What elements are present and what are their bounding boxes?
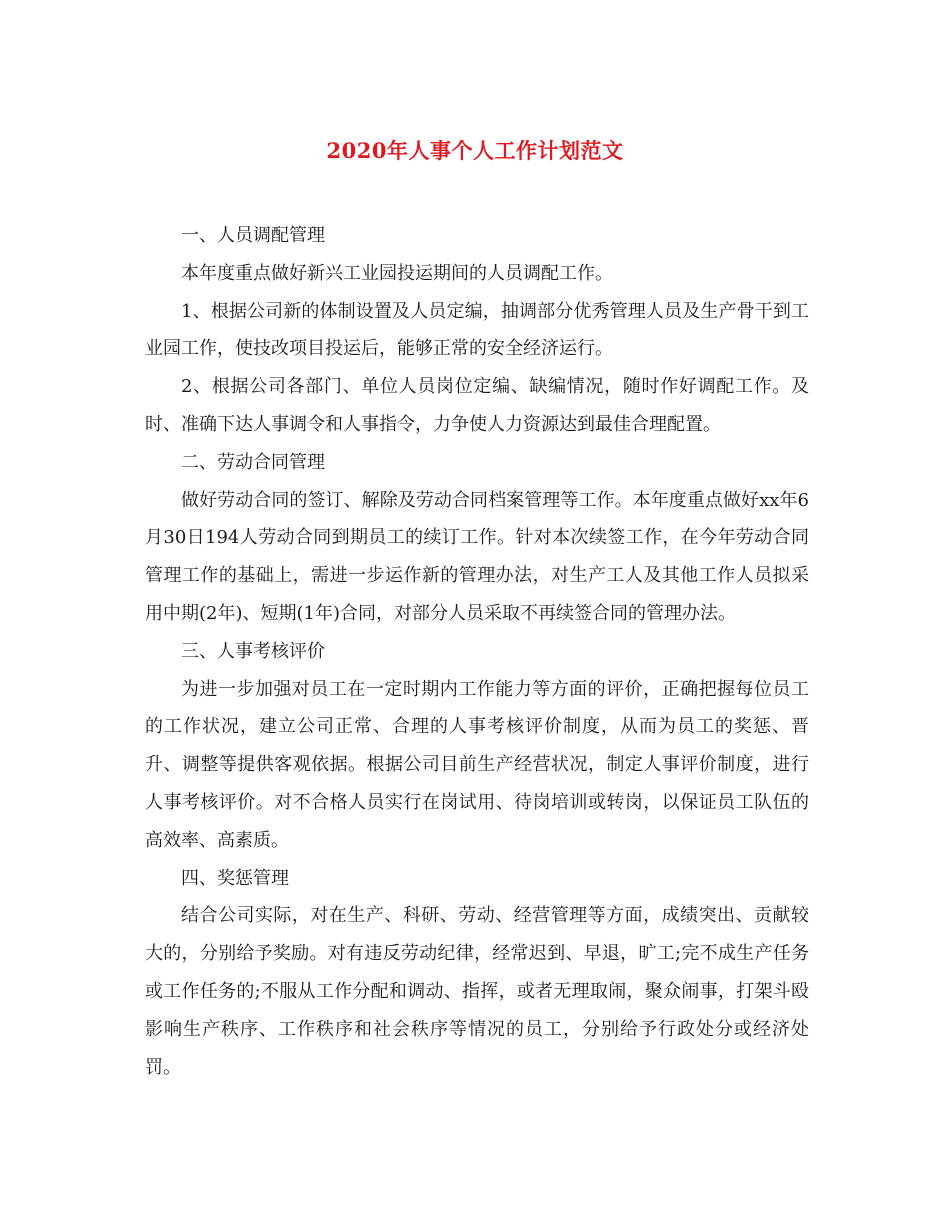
paragraph: 本年度重点做好新兴工业园投运期间的人员调配工作。: [181, 262, 613, 284]
section-heading-2: 二、劳动合同管理: [181, 451, 325, 473]
section-heading-4: 四、奖惩管理: [181, 867, 289, 889]
paragraph: 为进一步加强对员工在一定时期内工作能力等方面的评价，正确把握每位员工的工作状况，建立公司正常、合理的人事考核评价制度，从而为员工的奖惩、晋升、调整等提供客观依据。根据公司目前生产经营状况，制定人事评价制度，进行人事考核评价。对不合格人员实行在岗试用、待岗培训或转岗，以保证员工队伍的高效率、高素质。: [145, 678, 809, 851]
paragraph: 1、根据公司新的体制设置及人员定编，抽调部分优秀管理人员及生产骨干到工业园工作，使技改项目投运后，能够正常的安全经济运行。: [145, 300, 809, 360]
paragraph: 2、根据公司各部门、单位人员岗位定编、缺编情况，随时作好调配工作。及时、准确下达人事调令和人事指令，力争使人力资源达到最佳合理配置。: [145, 376, 809, 435]
paragraph: 做好劳动合同的签订、解除及劳动合同档案管理等工作。本年度重点做好xx年6月30日194人劳动合同到期员工的续订工作。针对本次续签工作，在今年劳动合同管理工作的基础上，需进一步运作新的管理办法，对生产工人及其他工作人员拟采用中期(2年)、短期(1年)合同，对部分人员采取不再续签合同的管理办法。: [145, 489, 809, 624]
document-title: 2020年人事个人工作计划范文: [326, 138, 624, 163]
paragraph: 结合公司实际，对在生产、科研、劳动、经营管理等方面，成绩突出、贡献较大的，分别给予奖励。对有违反劳动纪律，经常迟到、早退，旷工;完不成生产任务或工作任务的;不服从工作分配和调动、指挥，或者无理取闹，聚众闹事，打架斗殴影响生产秩序、工作秩序和社会秩序等情况的员工，分别给予行政处分或经济处罚。: [145, 905, 809, 1078]
document-body: [145, 217, 809, 1086]
section-heading-3: 三、人事考核评价: [181, 640, 325, 662]
section-heading-1: 一、人员调配管理: [181, 225, 325, 246]
